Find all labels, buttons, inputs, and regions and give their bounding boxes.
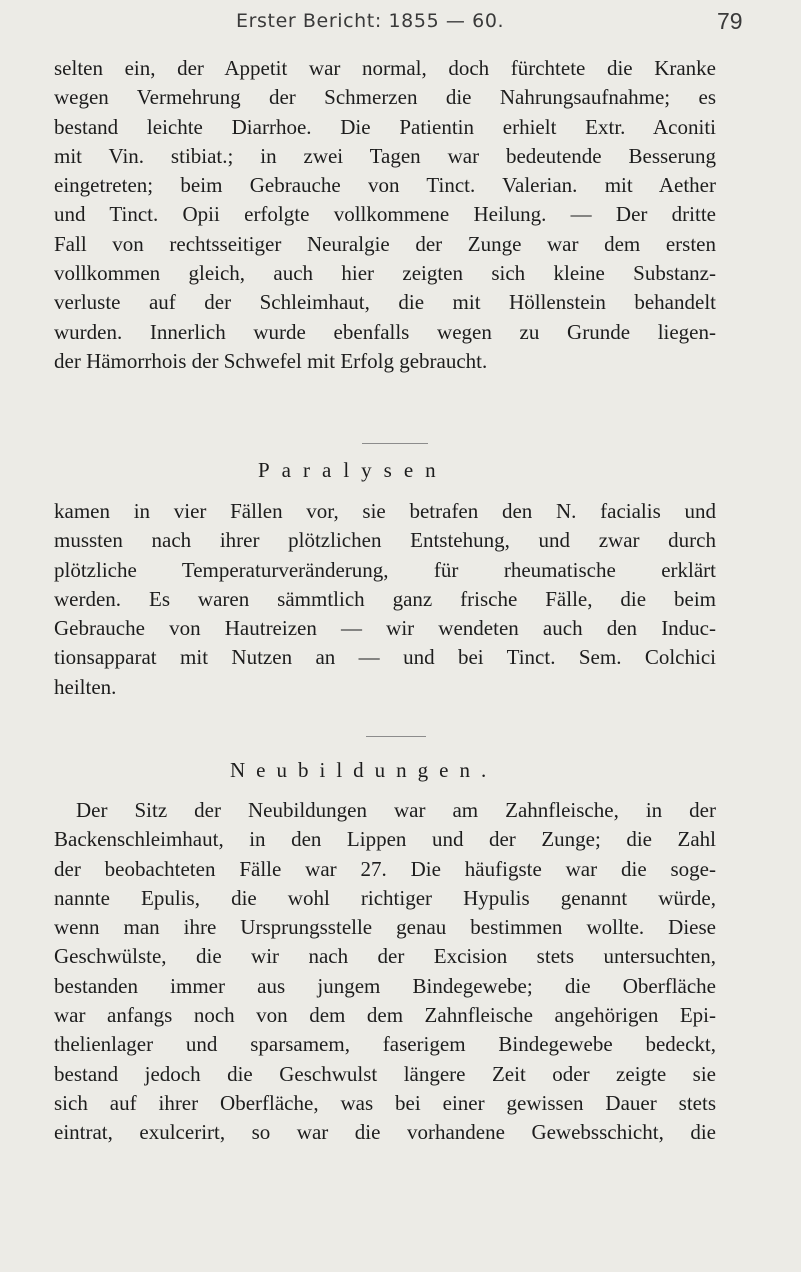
text-line: eingetreten; beim Gebrauche von Tinct. Valerian. mit Aether xyxy=(54,173,716,198)
text-line: bestand leichte Diarrhoe. Die Patientin erhielt Extr. Aconiti xyxy=(54,114,716,139)
text-line: vollkommen gleich, auch hier zeigten sich kleine Substanz- xyxy=(54,261,716,286)
text-line: verluste auf der Schleimhaut, die mit Höllenstein behandelt xyxy=(54,290,716,315)
text-line: der Hämorrhois der Schwefel mit Erfolg gebraucht. xyxy=(54,348,488,373)
text-line: Backenschleimhaut, in den Lippen und der Zunge; die Zahl xyxy=(54,827,716,852)
text-line: Der Sitz der Neubildungen war am Zahnfleische, in der xyxy=(76,798,716,822)
paragraph-neubildungen xyxy=(54,796,716,1148)
text-line: bestand jedoch die Geschwulst längere Zeit oder zeigte sie xyxy=(54,1061,716,1086)
text-line: mit Vin. stibiat.; in zwei Tagen war bedeutende Besserung xyxy=(54,143,716,168)
text-line: tionsapparat mit Nutzen an — und bei Tinct. Sem. Colchici xyxy=(54,645,716,670)
text-line: wenn man ihre Ursprungsstelle genau bestimmen wollte. Diese xyxy=(54,915,716,940)
text-line: Fall von rechtsseitiger Neuralgie der Zunge war dem ersten xyxy=(54,231,716,256)
text-line: mussten nach ihrer plötzlichen Entstehung, und zwar durch xyxy=(54,528,716,553)
text-line: und Tinct. Opii erfolgte vollkommene Heilung. — Der dritte xyxy=(54,202,716,227)
text-line: nannte Epulis, die wohl richtiger Hypulis genannt würde, xyxy=(54,885,716,910)
text-line: werden. Es waren sämmtlich ganz frische Fälle, die beim xyxy=(54,586,716,611)
running-head xyxy=(0,4,801,44)
running-title: Erster Bericht: 1855 — 60. xyxy=(236,10,505,32)
section-divider xyxy=(362,443,428,444)
text-line: wurden. Innerlich wurde ebenfalls wegen zu Grunde liegen- xyxy=(54,319,716,344)
text-line: thelienlager und sparsamem, faserigem Bindegewebe bedeckt, xyxy=(54,1032,716,1057)
text-line: wegen Vermehrung der Schmerzen die Nahrungsaufnahme; es xyxy=(54,85,716,110)
text-line: eintrat, exulcerirt, so war die vorhandene Gewebsschicht, die xyxy=(54,1120,716,1145)
page-number: 79 xyxy=(717,8,743,34)
text-line: sich auf ihrer Oberfläche, was bei einer gewissen Dauer stets xyxy=(54,1090,716,1115)
text-line: Gebrauche von Hautreizen — wir wendeten auch den Induc- xyxy=(54,616,716,641)
section-heading-paralysen: Paralysen xyxy=(258,458,448,482)
text-line: selten ein, der Appetit war normal, doch fürchtete die Kranke xyxy=(54,56,716,80)
text-line: kamen in vier Fällen vor, sie betrafen den N. facialis und xyxy=(54,499,716,523)
paragraph-paralysen xyxy=(54,497,716,702)
text-line: bestanden immer aus jungem Bindegewebe; die Oberfläche xyxy=(54,973,716,998)
text-line: plötzliche Temperaturveränderung, für rheumatische erklärt xyxy=(54,557,716,582)
section-divider xyxy=(366,736,426,737)
text-line: der beobachteten Fälle war 27. Die häufigste war die soge- xyxy=(54,856,716,881)
section-heading-neubildungen: Neubildungen. xyxy=(230,758,498,782)
text-line: heilten. xyxy=(54,674,117,699)
text-line: Geschwülste, die wir nach der Excision stets untersuchten, xyxy=(54,944,716,969)
text-line: war anfangs noch von dem dem Zahnfleische angehörigen Epi- xyxy=(54,1003,716,1028)
paragraph-neuralgie-continuation xyxy=(54,54,716,376)
